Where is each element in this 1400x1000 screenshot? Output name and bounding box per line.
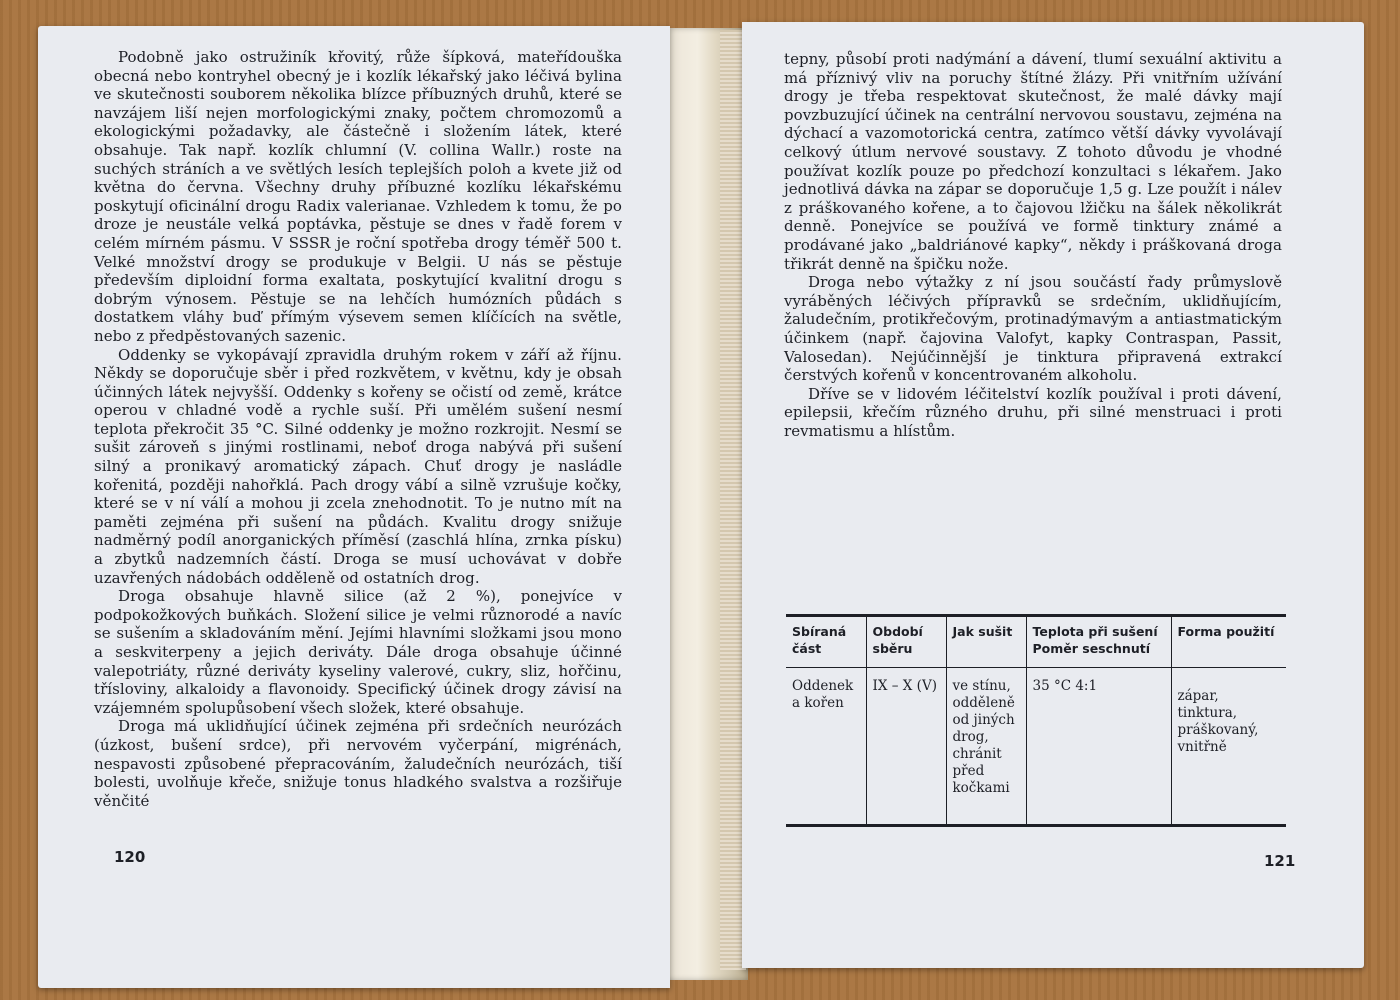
paragraph: Dříve se v lidovém léčitelství kozlík používal i proti dávení, epilepsii, křečím různého druhu, při silné menstruaci i proti revmatismu a hlístům. — [784, 384, 1282, 440]
table-header-cell: Forma použití — [1171, 616, 1286, 668]
right-page — [742, 22, 1364, 968]
paragraph: Droga nebo výtažky z ní jsou součástí řady průmyslově vyráběných léčivých přípravků se srdečním, uklidňujícím, žaludečním, protikřečovým, protinadýmavým a antiastmatickým účinkem (např. čajovina Valofyt, kapky Contraspan, Passit, Valosedan). Nejúčinnější je tinktura připravená extrakcí čerstvých kořenů v koncentrovaném alkoholu. — [784, 273, 1282, 385]
table-header-cell: Teplota při sušení Poměr seschnutí — [1026, 616, 1171, 668]
table-cell: IX – X (V) — [866, 668, 946, 826]
table-header-cell: Sbíraná část — [786, 616, 866, 668]
left-page-text — [94, 48, 622, 810]
table-header-cell: Jak sušit — [946, 616, 1026, 668]
left-page — [38, 26, 670, 988]
table-cell: 35 °C 4:1 — [1026, 668, 1171, 826]
table-header-row — [786, 616, 1286, 668]
table-cell: Oddenek a kořen — [792, 678, 854, 711]
paragraph: Droga má uklidňující účinek zejména při srdečních neurózách (úzkost, bušení srdce), při nervovém vyčerpání, migrénách, nespavosti způsobené přepracováním, žaludečních neurózách, tiší bolesti, uvolňuje křeče, snižuje tonus hladkého svalstva a rozšiřuje věnčité — [94, 717, 622, 810]
table-cell: zápar, tinktura, práškovaný, vnitřně — [1171, 668, 1286, 826]
table-row — [786, 668, 1286, 826]
table-cell: ve stínu, odděleně od jiných drog, chránit před kočkami — [946, 668, 1026, 826]
paragraph: Oddenky se vykopávají zpravidla druhým rokem v září až říjnu. Někdy se doporučuje sběr i před rozkvětem, v květnu, kdy je obsah účinných látek nejvyšší. Oddenky s kořeny se očistí od země, krátce operou v chladné vodě a rychle suší. Při umělém sušení nesmí teplota překročit 35 °C. Silné oddenky je možno rozkrojit. Nesmí se sušit zároveň s jinými rostlinami, neboť droga nabývá při sušení silný a pronikavý aromatický zápach. Chuť drogy je nasládle kořenitá, později nahořklá. Pach drogy vábí a silně vzrušuje kočky, které se v ní válí a mohou ji zcela znehodnotit. To je nutno mít na paměti zejména při sušení na půdách. Kvalitu drogy snižuje nadměrný podíl anorganických příměsí (zaschlá hlína, zrnka písku) a zbytků nadzemních částí. Droga se musí uchovávat v dobře uzavřených nádobách odděleně od ostatních drog. — [94, 345, 622, 587]
page-number: 120 — [114, 848, 146, 866]
page-number: 121 — [1264, 852, 1296, 870]
paragraph: Droga obsahuje hlavně silice (až 2 %), ponejvíce v podpokožkových buňkách. Složení silice je velmi různorodé a navíc se sušením a skladováním mění. Jejími hlavními složkami jsou mono a seskviterpeny a jejich deriváty. Dále droga obsahuje účinné valepotriáty, různé deriváty kyseliny valerové, cukry, sliz, hořčinu, třísloviny, alkaloidy a flavonoidy. Specifický účinek drogy závisí na vzájemném spolupůsobení všech složek, které obsahuje. — [94, 587, 622, 717]
right-page-text — [784, 50, 1282, 440]
paragraph: tepny, působí proti nadýmání a dávení, tlumí sexuální aktivitu a má příznivý vliv na poruchy štítné žlázy. Při vnitřním užívání drogy je třeba respektovat skutečnost, že malé dávky mají povzbuzující účinek na centrální nervovou soustavu, zejména na dýchací a vazomotorická centra, zatímco větší dávky vyvolávají celkový útlum nervové soustavy. Z tohoto důvodu je vhodné používat kozlík pouze po předchozí konzultaci s lékařem. Jako jednotlivá dávka na zápar se doporučuje 1,5 g. Lze použít i nálev z práškovaného kořene, a to čajovou lžičku na šálek několikrát denně. Ponejvíce se používá ve formě tinktury známé a prodávané jako „baldriánové kapky“, někdy i práškovaná droga třikrát denně na špičku nože. — [784, 50, 1282, 273]
table-header-cell: Období sběru — [866, 616, 946, 668]
herb-collection-table — [786, 614, 1286, 827]
paragraph: Podobně jako ostružiník křovitý, růže šípková, mateřídouška obecná nebo kontryhel obecný je i kozlík lékařský jako léčivá bylina ve skutečnosti souborem několika blízce příbuzných druhů, které se navzájem liší nejen morfologickými znaky, počtem chromozomů a ekologickými požadavky, ale částečně i složením látek, které obsahuje. Tak např. kozlík chlumní (V. collina Wallr.) roste na suchých stráních a ve světlých lesích teplejších poloh a kvete již od května do června. Všechny druhy příbuzné kozlíku lékařskému poskytují oficinální drogu Radix valerianae. Vzhledem k tomu, že po droze je neustále velká poptávka, pěstuje se dnes v řadě forem v celém mírném pásmu. V SSSR je roční spotřeba drogy téměř 500 t. Velké množství drogy se produkuje v Belgii. U nás se pěstuje především diploidní forma exaltata, poskytující kvalitní drogu s dobrým výnosem. Pěstuje se na lehčích humózních půdách s dostatkem vláhy buď přímým výsevem semen klíčících na světle, nebo z předpěstovaných sazenic. — [94, 48, 622, 345]
